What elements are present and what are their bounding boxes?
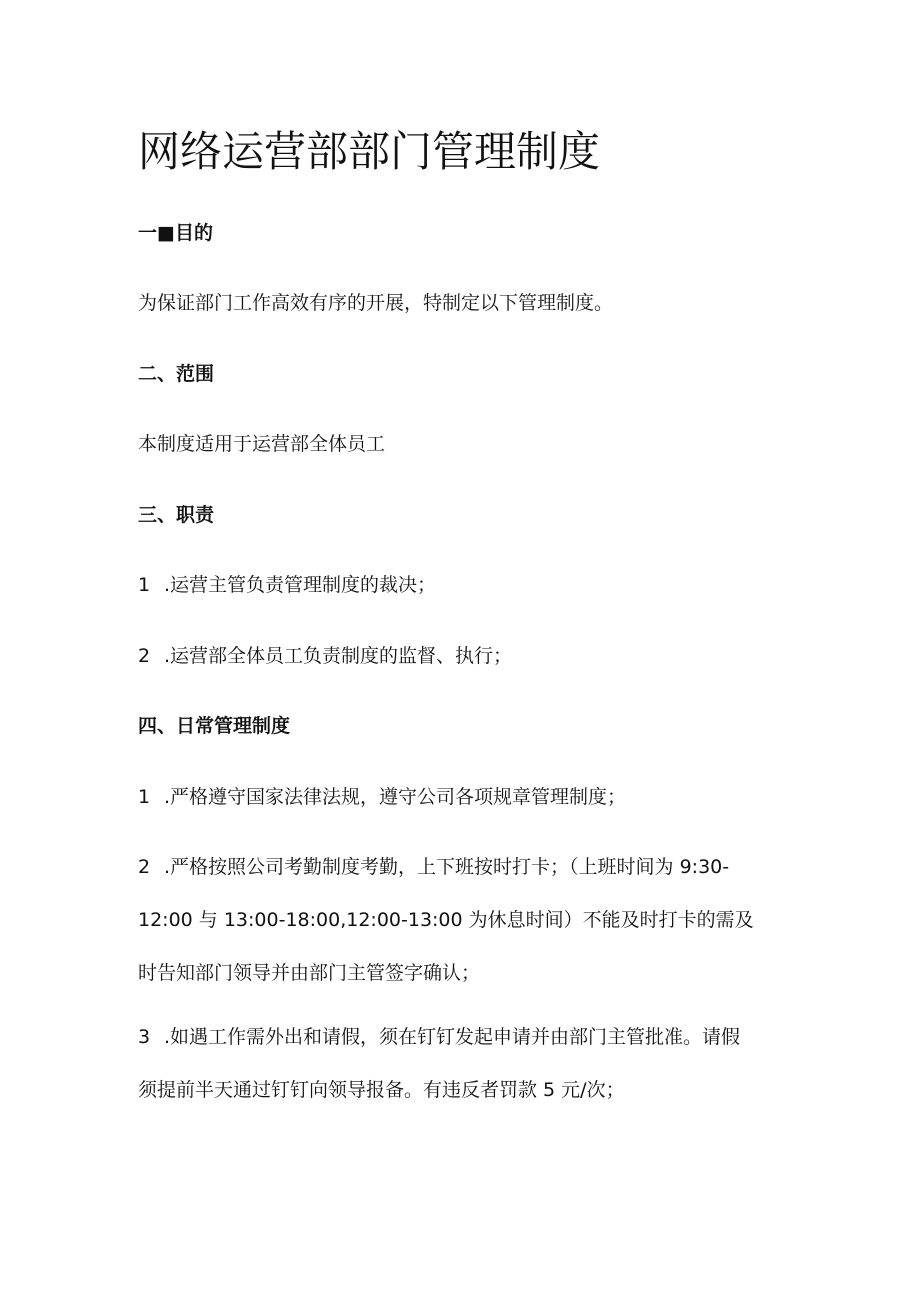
section-heading-duties: 三、职责 (138, 504, 215, 526)
duty-item (138, 572, 436, 598)
daily-item-line: 须提前半天通过钉钉向领导报备。有违反者罚款 5 元/次； (138, 1079, 625, 1101)
section-heading-scope: 二、范围 (138, 363, 215, 385)
daily-item-number: 3 (138, 1026, 151, 1048)
section-heading-daily: 四、日常管理制度 (138, 715, 291, 737)
daily-item-line (138, 1024, 778, 1050)
daily-item-text: .如遇工作需外出和请假，须在钉钉发起申请并由部门主管批准。请假 (164, 1026, 741, 1048)
document-title: 网络运营部部门管理制度 (138, 127, 601, 176)
daily-item-text: .严格按照公司考勤制度考勤，上下班按时打卡；（上班时间为 9:30- (164, 856, 730, 878)
duty-item-text: .运营部全体员工负责制度的监督、执行； (164, 645, 513, 667)
duty-item-text: .运营主管负责管理制度的裁决； (164, 574, 437, 596)
daily-item-text: .严格遵守国家法律法规，遵守公司各项规章管理制度； (164, 786, 627, 808)
duty-item-number: 1 (138, 574, 151, 596)
daily-item-line: 12:00 与 13:00-18:00,12:00-13:00 为休息时间）不能及时打卡的需及 (138, 909, 754, 931)
scope-text: 本制度适用于运营部全体员工 (138, 433, 386, 455)
daily-item-number: 2 (138, 856, 151, 878)
duty-item-number: 2 (138, 645, 151, 667)
daily-item-line (138, 854, 778, 880)
daily-item (138, 854, 778, 986)
purpose-text: 为保证部门工作高效有序的开展，特制定以下管理制度。 (138, 292, 614, 314)
daily-item-number: 1 (138, 786, 151, 808)
daily-item-line: 时告知部门领导并由部门主管签字确认； (138, 962, 481, 984)
daily-item (138, 1024, 778, 1103)
duty-item (138, 643, 512, 669)
daily-item (138, 784, 626, 810)
section-heading-purpose: 一■目的 (138, 222, 213, 244)
